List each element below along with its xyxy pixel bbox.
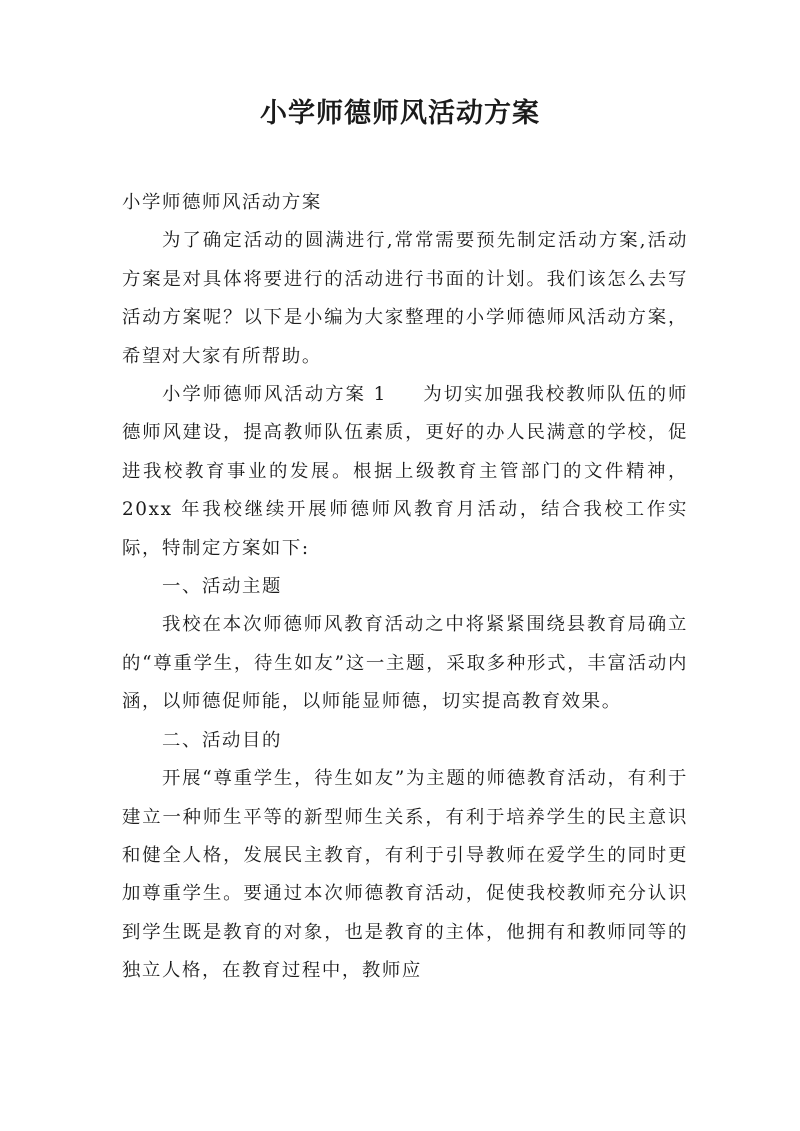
- plan1-paragraph: [122, 376, 688, 568]
- section1-paragraph: 我校在本次师德师风教育活动之中将紧紧围绕县教育局确立的“尊重学生，待生如友”这一主题，采取多种形式，丰富活动内涵，以师德促师能，以师能显师德，切实提高教育效果。: [122, 614, 688, 713]
- intro-paragraph: 为了确定活动的圆满进行,常常需要预先制定活动方案,活动方案是对具体将要进行的活动进行书面的计划。我们该怎么去写活动方案呢？以下是小编为大家整理的小学师德师风活动方案，希望对大家有所帮助。: [122, 230, 688, 367]
- plan1-heading: 小学师德师风活动方案 1: [162, 384, 387, 406]
- document-subtitle: 小学师德师风活动方案: [122, 192, 322, 213]
- section2-paragraph: 开展“尊重学生，待生如友”为主题的师德教育活动，有利于建立一种师生平等的新型师生关系，有利于培养学生的民主意识和健全人格，发展民主教育，有利于引导教师在爱学生的同时更加尊重学生。要通过本次师德教育活动，促使我校教师充分认识到学生既是教育的对象，也是教育的主体，他拥有和教师同等的独立人格，在教育过程中，教师应: [122, 768, 688, 982]
- section1-heading: 一、活动主题: [162, 576, 282, 598]
- section2-heading: 二、活动目的: [162, 729, 282, 751]
- document-body: [122, 184, 688, 991]
- plan1-body: 为切实加强我校教师队伍的师德师风建设，提高教师队伍素质，更好的办人民满意的学校，促进我校教育事业的发展。根据上级教育主管部门的文件精神，20xx 年我校继续开展师德师风教育月活动，结合我校工作实际，特制定方案如下:: [122, 384, 688, 559]
- document-title: 小学师德师风活动方案: [260, 98, 540, 129]
